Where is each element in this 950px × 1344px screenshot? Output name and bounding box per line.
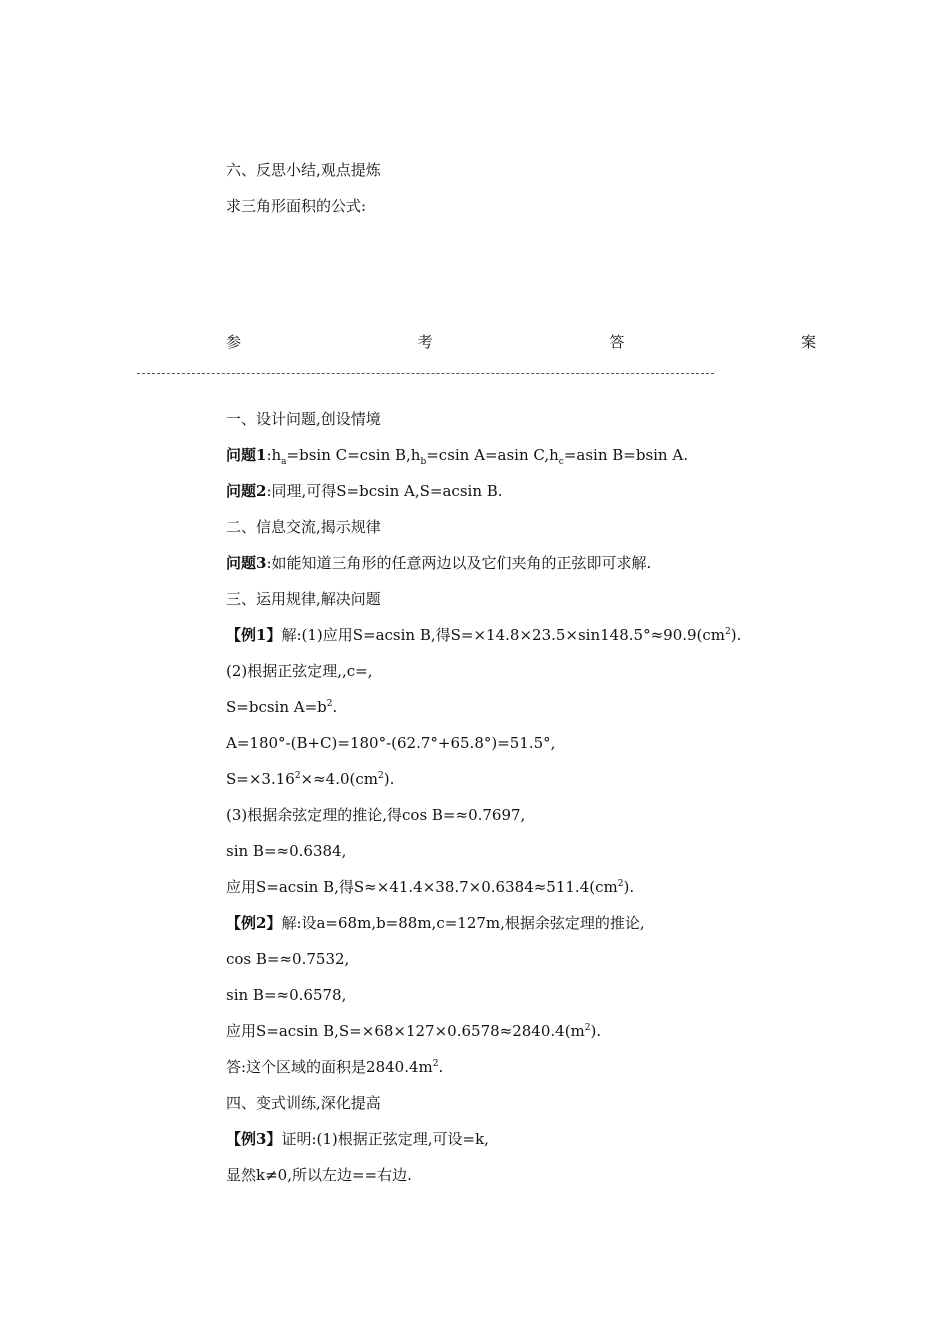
formula-prompt: 求三角形面积的公式: — [226, 197, 367, 215]
example-1-line-2: (2)根据正弦定理,,c=, — [226, 662, 373, 680]
example-2-line-4: 应用S=acsin $B,S=\times 68\times 127\times 0.6578\approx 2840.4(m^2)$. — [226, 1022, 602, 1040]
dashed-divider — [137, 373, 714, 374]
example-label: 【例3】 — [226, 1130, 282, 1148]
answer-heading-char: 考 — [417, 333, 433, 351]
question-2: 问题2:同理,可得S=bcsin A,S=acsin B. — [226, 482, 503, 500]
example-1-line-5: $S=\times 3.16^2\times\approx 4.0(cm^2)$. — [226, 770, 395, 788]
section-1-title: 一、设计问题,创设情境 — [226, 410, 381, 428]
example-2-line-3: sin B=≈0.6578, — [226, 986, 347, 1004]
example-1-line-4: A=180°-(B+C)=180°-(62.7°+65.8°)=51.5°, — [226, 734, 556, 752]
example-label: 【例2】 — [226, 914, 282, 932]
example-2-line-1: 【例2】解:设a=68m,b=88m,c=127m,根据余弦定理的推论, — [226, 914, 645, 932]
question-label: 问题3 — [226, 554, 267, 572]
section-3-title: 三、运用规律,解决问题 — [226, 590, 381, 608]
section-6-title: 六、反思小结,观点提炼 — [226, 161, 381, 179]
example-2-line-5: 答:这个区域的面积是$2840.4m^2$. — [226, 1058, 444, 1076]
example-3-line-1: 【例3】证明:(1)根据正弦定理,可设=k, — [226, 1130, 489, 1148]
example-1-line-3: S=bcsin $A=b^2$. — [226, 698, 338, 716]
answer-heading-char: 案 — [800, 333, 816, 351]
example-label: 【例1】 — [226, 626, 282, 644]
question-1: 问题$1:h_a=bsin$ C=csin $B,h_b=csin$ A=asin $C,h_c=asin$ B=bsin A. — [226, 446, 688, 467]
answer-heading — [226, 332, 816, 352]
section-2-title: 二、信息交流,揭示规律 — [226, 518, 381, 536]
example-1-line-8: 应用S=acsin B,得$S\approx\times 41.4\times 38.7\times 0.6384\approx 511.4(cm^2)$. — [226, 878, 635, 896]
example-2-line-2: cos B=≈0.7532, — [226, 950, 350, 968]
example-1-line-7: sin B=≈0.6384, — [226, 842, 347, 860]
question-label: 问题1 — [226, 446, 267, 464]
example-1-line-1: 【例1】解:(1)应用S=acsin B,得$S=\times 14.8\times 23.5\times\sin 148.5^\circ\approx 90.9(cm^2)$. — [226, 626, 742, 644]
section-4-title: 四、变式训练,深化提高 — [226, 1094, 381, 1112]
answer-heading-char: 参 — [226, 333, 242, 351]
question-3: 问题3:如能知道三角形的任意两边以及它们夹角的正弦即可求解. — [226, 554, 652, 572]
answer-heading-char: 答 — [609, 333, 625, 351]
question-label: 问题2 — [226, 482, 267, 500]
example-1-line-6: (3)根据余弦定理的推论,得cos B=≈0.7697, — [226, 806, 526, 824]
example-3-line-2: 显然k≠0,所以左边==右边. — [226, 1166, 412, 1184]
